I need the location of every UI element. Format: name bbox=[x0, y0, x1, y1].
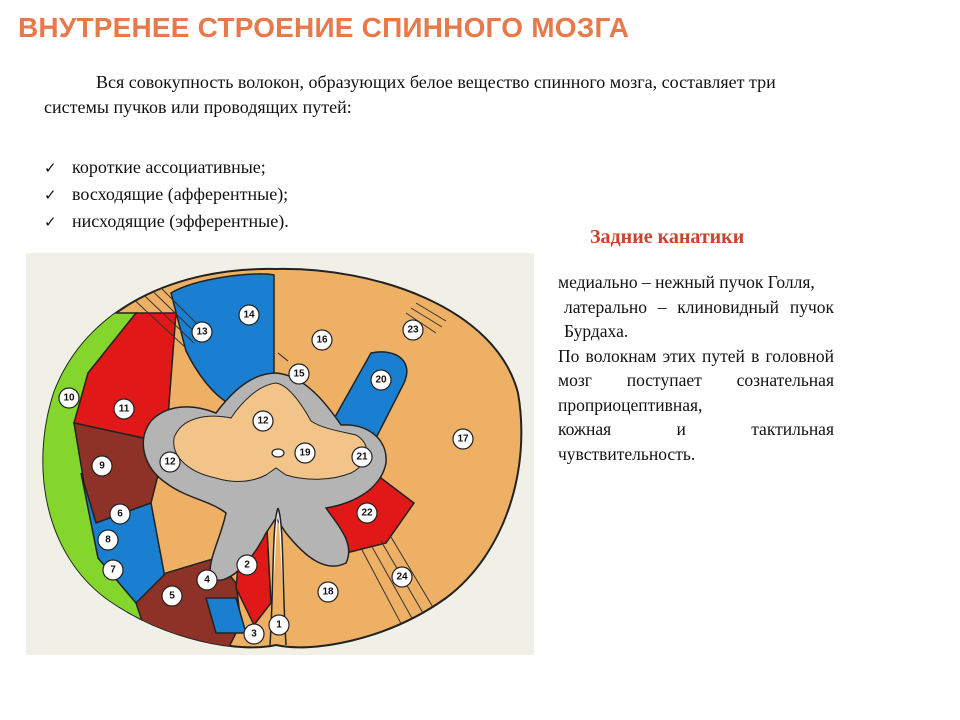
svg-text:12: 12 bbox=[257, 415, 269, 427]
svg-text:3: 3 bbox=[251, 628, 257, 640]
svg-text:14: 14 bbox=[243, 309, 255, 321]
tract-label bbox=[318, 582, 338, 602]
tract-label bbox=[312, 330, 332, 350]
svg-text:18: 18 bbox=[322, 586, 334, 598]
checkmark-icon: ✓ bbox=[44, 213, 57, 231]
tract-label bbox=[92, 456, 112, 476]
svg-text:9: 9 bbox=[99, 460, 105, 472]
tract-label bbox=[392, 567, 412, 587]
sidebar-heading: Задние канатики bbox=[590, 226, 745, 248]
tract-label bbox=[352, 447, 372, 467]
intro-text bbox=[44, 70, 844, 120]
list-item bbox=[44, 154, 289, 181]
tract-label bbox=[114, 399, 134, 419]
intro-paragraph: Вся совокупность волокон, образующих белое вещество спинного мозга, составляет три системы пучков или проводящих путей: bbox=[44, 72, 776, 117]
sidebar-text bbox=[558, 270, 834, 466]
svg-text:17: 17 bbox=[457, 433, 469, 445]
svg-text:11: 11 bbox=[118, 403, 130, 415]
tract-label bbox=[197, 570, 217, 590]
svg-text:24: 24 bbox=[396, 571, 408, 583]
svg-text:10: 10 bbox=[63, 392, 75, 404]
svg-text:15: 15 bbox=[293, 368, 305, 380]
sidebar-paragraph: кожная и тактильная чувствительность. bbox=[558, 419, 834, 464]
list-item-text: нисходящие (эфферентные). bbox=[72, 211, 289, 231]
svg-text:5: 5 bbox=[169, 590, 175, 602]
svg-text:16: 16 bbox=[316, 334, 328, 346]
central-canal bbox=[272, 449, 284, 457]
svg-text:22: 22 bbox=[361, 507, 373, 519]
tract-label bbox=[453, 429, 473, 449]
svg-text:20: 20 bbox=[375, 374, 387, 386]
checkmark-icon: ✓ bbox=[44, 159, 57, 177]
tract-label bbox=[237, 555, 257, 575]
tract-label bbox=[59, 388, 79, 408]
tract-label bbox=[357, 503, 377, 523]
list-item bbox=[44, 208, 289, 235]
svg-text:2: 2 bbox=[244, 559, 250, 571]
tract-label bbox=[295, 443, 315, 463]
tract-label bbox=[244, 624, 264, 644]
tract-label bbox=[253, 411, 273, 431]
svg-text:8: 8 bbox=[105, 534, 111, 546]
svg-text:19: 19 bbox=[299, 447, 311, 459]
svg-text:23: 23 bbox=[407, 324, 419, 336]
list-item-text: восходящие (афферентные); bbox=[72, 184, 289, 204]
sidebar-paragraph: медиально – нежный пучок Голля, bbox=[558, 272, 815, 292]
svg-text:7: 7 bbox=[110, 564, 116, 576]
list-item bbox=[44, 181, 289, 208]
fiber-systems-list bbox=[44, 154, 289, 235]
tract-label bbox=[162, 586, 182, 606]
list-item-text: короткие ассоциативные; bbox=[72, 157, 266, 177]
tract-label bbox=[160, 452, 180, 472]
tract-label bbox=[192, 322, 212, 342]
svg-text:13: 13 bbox=[196, 326, 208, 338]
slide-title: ВНУТРЕНЕЕ СТРОЕНИЕ СПИННОГО МОЗГА bbox=[18, 12, 630, 43]
tract-label bbox=[110, 504, 130, 524]
tract-label bbox=[289, 364, 309, 384]
sidebar-paragraph: По волокнам этих путей в головной мозг поступает сознательная проприоцептивная, bbox=[558, 345, 834, 415]
checkmark-icon: ✓ bbox=[44, 186, 57, 204]
sidebar-paragraph: латерально – клиновидный пучок Бурдаха. bbox=[564, 296, 834, 341]
tract-label bbox=[371, 370, 391, 390]
svg-text:12: 12 bbox=[164, 456, 176, 468]
svg-text:1: 1 bbox=[276, 619, 282, 631]
tract-label bbox=[269, 615, 289, 635]
svg-text:21: 21 bbox=[356, 451, 368, 463]
spinal-cord-cross-section bbox=[26, 253, 534, 655]
tract-label bbox=[103, 560, 123, 580]
tract-label bbox=[239, 305, 259, 325]
svg-text:4: 4 bbox=[204, 574, 210, 586]
tract-label bbox=[403, 320, 423, 340]
svg-text:6: 6 bbox=[117, 508, 123, 520]
tract-label bbox=[98, 530, 118, 550]
